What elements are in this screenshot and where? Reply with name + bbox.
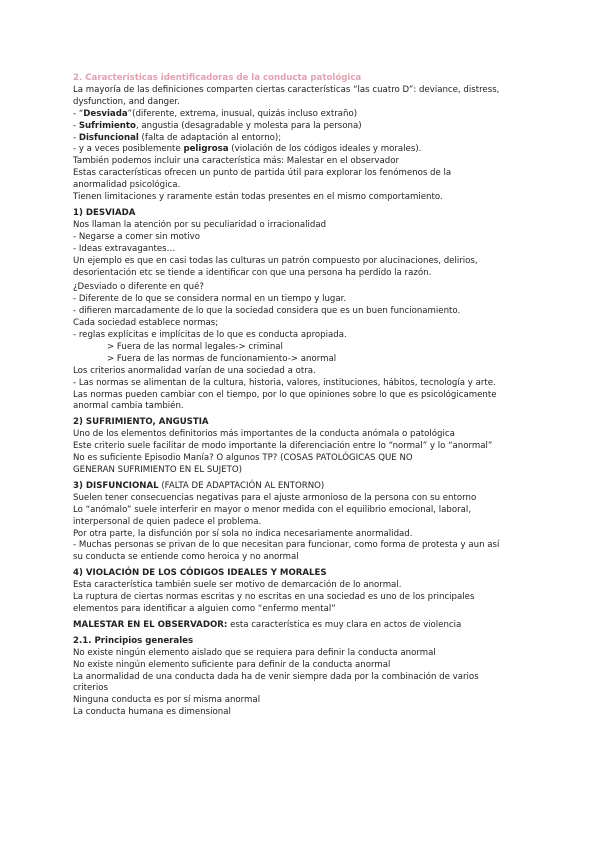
intro-block bbox=[73, 85, 560, 204]
text-line: Suelen tener consecuencias negativas para el ajuste armonioso de la persona con su entorno bbox=[73, 492, 477, 503]
text-span: - bbox=[73, 120, 79, 131]
text-line: Uno de los elementos definitorios más importantes de la conducta anómala o patológica bbox=[73, 429, 455, 440]
text-line: - Las normas se alimentan de la cultura, historia, valores, instituciones, hábitos, tecnología y arte. bbox=[73, 377, 496, 388]
heading-disfuncional bbox=[73, 481, 560, 493]
text-line: desorientación etc se tiende a identificar con que una persona ha perdido la razón. bbox=[73, 267, 432, 278]
list-item-sufrimiento bbox=[73, 121, 560, 133]
malestar-rest: esta característica es muy clara en actos de violencia bbox=[227, 619, 462, 630]
text-line: Estas características ofrecen un punto de partida útil para explorar los fenómenos de la bbox=[73, 168, 452, 179]
text-line: - Diferente de lo que se considera normal en un tiempo y lugar. bbox=[73, 294, 347, 305]
desviada-block bbox=[73, 220, 560, 414]
text-line: anormalidad psicológica. bbox=[73, 180, 181, 191]
violacion-block bbox=[73, 580, 560, 616]
text-line: Por otra parte, la disfunción por sí sola no indica necesariamente anormalidad. bbox=[73, 528, 413, 539]
text-span: , angustia (desagradable y molesta para la persona) bbox=[135, 120, 362, 131]
malestar-bold: MALESTAR EN EL OBSERVADOR: bbox=[73, 619, 228, 630]
principios-block bbox=[73, 648, 560, 719]
text-line: > Fuera de las normal legales-> criminal bbox=[107, 341, 283, 352]
text-span: - bbox=[73, 132, 79, 143]
malestar-line bbox=[73, 620, 560, 632]
text-line: - Ideas extravagantes… bbox=[73, 243, 176, 254]
text-line: Un ejemplo es que en casi todas las culturas un patrón compuesto por alucinaciones, delirios, bbox=[73, 255, 478, 266]
bold-term: Disfuncional bbox=[78, 132, 139, 143]
text-line: elementos para identificar a alguien como “enfermo mental” bbox=[73, 603, 336, 614]
text-line: La ruptura de ciertas normas escritas y no escritas en una sociedad es uno de los principales bbox=[73, 592, 475, 603]
text-line: Nos llaman la atención por su peculiaridad o irracionalidad bbox=[73, 219, 327, 230]
disfuncional-block bbox=[73, 493, 560, 564]
text-line: La anormalidad de una conducta dada ha de venir siempre dada por la combinación de varios bbox=[73, 671, 479, 682]
text-line: - difieren marcadamente de lo que la sociedad considera que es un buen funcionamiento. bbox=[73, 306, 461, 317]
text-line: Tienen limitaciones y raramente están todas presentes en el mismo comportamiento. bbox=[73, 192, 443, 203]
text-span: (violación de los códigos ideales y morales). bbox=[228, 144, 422, 155]
text-line: - Muchas personas se privan de lo que necesitan para funcionar, como forma de protesta y aun así bbox=[73, 540, 500, 551]
text-line: interpersonal de quien padece el problema. bbox=[73, 516, 262, 527]
heading-desviada: 1) DESVIADA bbox=[73, 207, 136, 218]
text-line: La conducta humana es dimensional bbox=[73, 707, 231, 718]
text-span: - y a veces posiblemente bbox=[73, 144, 184, 155]
heading-sufrimiento: 2) SUFRIMIENTO, ANGUSTIA bbox=[73, 417, 209, 428]
heading-rest: (FALTA DE ADAPTACIÓN AL ENTORNO) bbox=[158, 480, 325, 491]
text-line: > Fuera de las normas de funcionamiento-> anormal bbox=[107, 353, 337, 364]
heading-principios: 2.1. Principios generales bbox=[73, 635, 194, 646]
text-line: - Negarse a comer sin motivo bbox=[73, 231, 200, 242]
text-line: La mayoría de las definiciones comparten ciertas características “las cuatro D”: deviance, distress, bbox=[73, 84, 500, 95]
bold-term: Sufrimiento bbox=[78, 120, 136, 131]
heading-bold: 3) DISFUNCIONAL bbox=[73, 480, 159, 491]
text-span: ”(diferente, extrema, inusual, quizás incluso extraño) bbox=[127, 108, 358, 119]
text-line: Ninguna conducta es por sí misma anormal bbox=[73, 695, 261, 706]
text-line: ¿Desviado o diferente en qué? bbox=[73, 282, 204, 293]
heading-violacion: 4) VIOLACIÓN DE LOS CÓDIGOS IDEALES Y MORALES bbox=[73, 568, 327, 579]
text-line: Las normas pueden cambiar con el tiempo, por lo que opiniones sobre lo que es psicológicamente bbox=[73, 389, 497, 400]
bold-term: Desviada bbox=[83, 108, 128, 119]
text-span: - “ bbox=[73, 108, 84, 119]
text-line: Este criterio suele facilitar de modo importante la diferenciación entre lo “normal” y lo “anormal” bbox=[73, 441, 493, 452]
text-line: Lo “anómalo” suele interferir en mayor o menor medida con el equilibrio emocional, laboral, bbox=[73, 504, 472, 515]
text-line: Cada sociedad establece normas; bbox=[73, 318, 219, 329]
list-item-disfuncional bbox=[73, 133, 560, 145]
text-line: No existe ningún elemento suficiente para definir de la conducta anormal bbox=[73, 659, 391, 670]
list-item-peligrosa bbox=[73, 144, 560, 156]
text-line: - reglas explícitas e implícitas de lo que es conducta apropiada. bbox=[73, 330, 347, 341]
text-line: criterios bbox=[73, 683, 108, 694]
text-line: No es suficiente Episodio Manía? O algunos TP? (COSAS PATOLÓGICAS QUE NO bbox=[73, 453, 413, 464]
text-span: (falta de adaptación al entorno); bbox=[138, 132, 282, 143]
text-line: su conducta se entiende como heroica y no anormal bbox=[73, 552, 299, 563]
text-line: anormal cambia también. bbox=[73, 401, 184, 412]
list-item-desviada bbox=[73, 109, 560, 121]
bold-term: peligrosa bbox=[183, 144, 229, 155]
section-title: 2. Características identificadoras de la conducta patológica bbox=[73, 73, 362, 83]
text-line: También podemos incluir una característica más: Malestar en el observador bbox=[73, 156, 400, 167]
text-line: dysfunction, and danger. bbox=[73, 96, 180, 107]
text-line: No existe ningún elemento aislado que se requiera para definir la conducta anormal bbox=[73, 647, 436, 658]
text-line: Esta característica también suele ser motivo de demarcación de lo anormal. bbox=[73, 580, 402, 591]
sufrimiento-block bbox=[73, 429, 560, 477]
text-line: Los criterios anormalidad varían de una sociedad a otra. bbox=[73, 365, 316, 376]
text-line: GENERAN SUFRIMIENTO EN EL SUJETO) bbox=[73, 465, 242, 475]
